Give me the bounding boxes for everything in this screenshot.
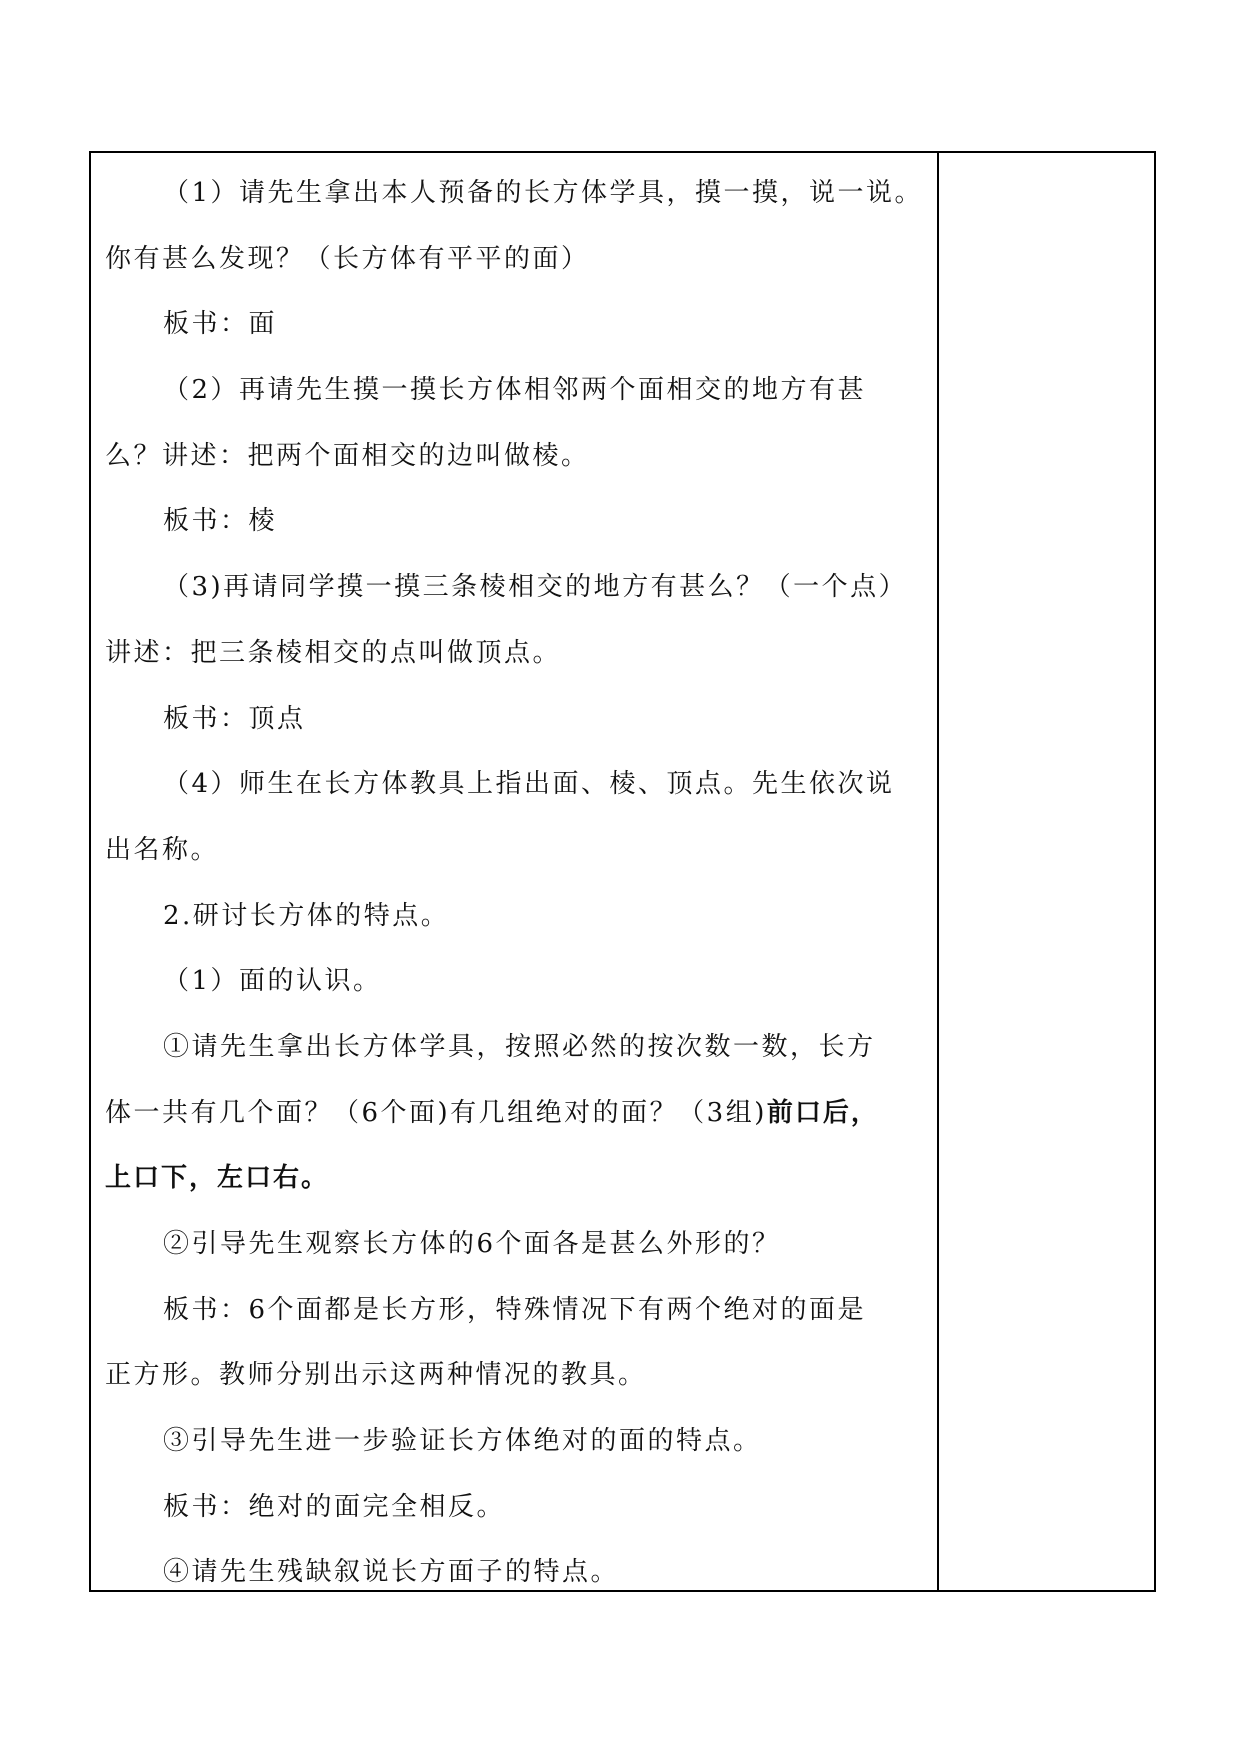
paragraph-line: 出名称。: [105, 834, 220, 865]
blackboard-note: 板书：绝对的面完全相反。: [163, 1491, 506, 1522]
paragraph-line: 么？讲述：把两个面相交的边叫做棱。: [105, 440, 590, 471]
content-cell: [91, 153, 939, 1590]
paragraph-text: 体一共有几个面？（6个面)有几组绝对的面？（3组): [105, 1097, 767, 1128]
bold-line: 上口下，左口右。: [105, 1163, 330, 1194]
paragraph-line-with-bold: [105, 1081, 927, 1147]
blackboard-note: 板书：棱: [163, 506, 278, 537]
paragraph-line: 讲述：把三条棱相交的点叫做顶点。: [105, 637, 562, 668]
paragraph-line: ②引导先生观察长方体的6个面各是甚么外形的？: [163, 1229, 781, 1259]
paragraph-line: 正方形。教师分别出示这两种情况的教具。: [105, 1360, 647, 1391]
section-heading: 2.研讨长方体的特点。: [163, 900, 450, 931]
lesson-table: [89, 151, 1156, 1592]
bold-text: 前口后，: [766, 1097, 879, 1128]
paragraph-line: 你有甚么发现？（长方体有平平的面）: [105, 243, 590, 274]
paragraph-line: （1）请先生拿出本人预备的长方体学具，摸一摸，说一说。: [163, 178, 924, 208]
paragraph-line: ④请先生残缺叙说长方面子的特点。: [163, 1557, 620, 1588]
paragraph-line: ①请先生拿出长方体学具，按照必然的按次数一数，长方: [163, 1031, 876, 1062]
paragraph-line: （4）师生在长方体教具上指出面、棱、顶点。先生依次说: [163, 769, 895, 800]
notes-cell: [939, 153, 1154, 1590]
blackboard-note: 板书：6个面都是长方形，特殊情况下有两个绝对的面是: [163, 1294, 867, 1325]
blackboard-note: 板书：顶点: [163, 703, 306, 734]
paragraph-line: ③引导先生进一步验证长方体绝对的面的特点。: [163, 1426, 762, 1457]
paragraph-line: （3)再请同学摸一摸三条棱相交的地方有甚么？（一个点）: [163, 572, 908, 603]
subsection-heading: （1）面的认识。: [163, 966, 382, 997]
paragraph-line: （2）再请先生摸一摸长方体相邻两个面相交的地方有甚: [163, 375, 867, 406]
blackboard-note: 板书：面: [163, 309, 278, 340]
